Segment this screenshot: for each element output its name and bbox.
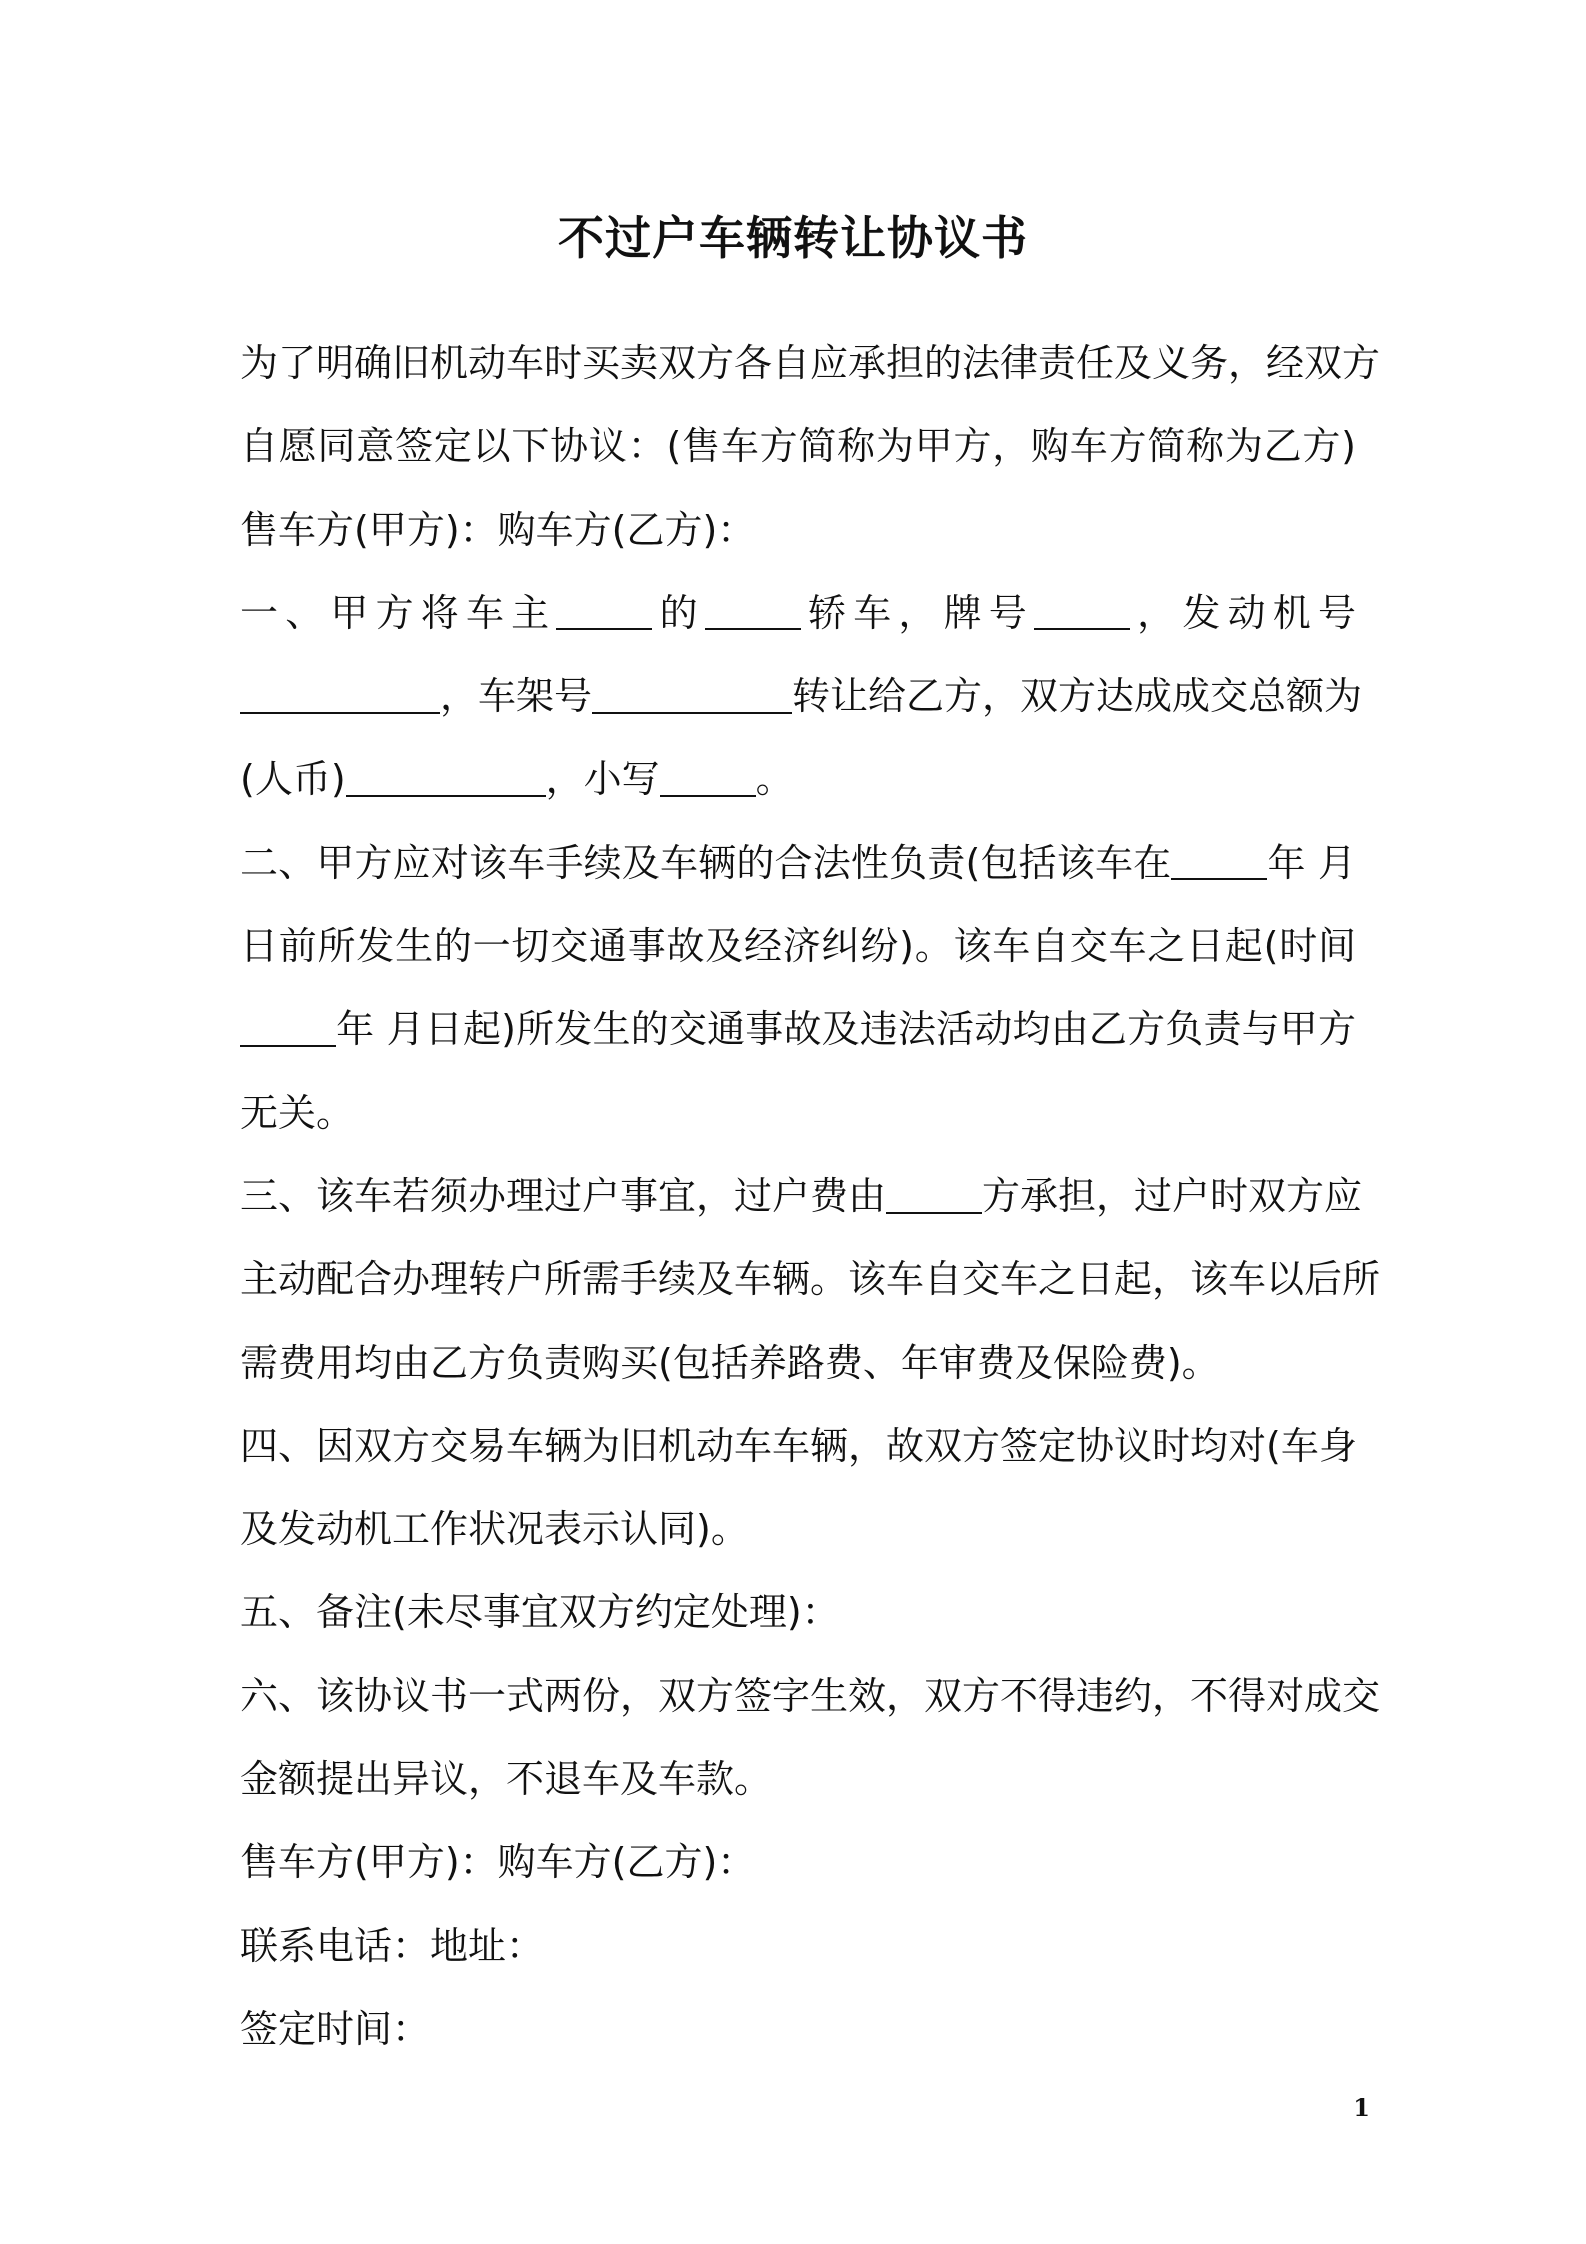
clause-1-text-i: 。 — [755, 757, 794, 802]
intro-line-2: 自愿同意签定以下协议：(售车方简称为甲方，购车方简称为乙方) — [240, 424, 1356, 469]
year-blank-2[interactable] — [240, 1007, 336, 1047]
car-model-blank[interactable] — [705, 590, 801, 630]
year-blank-1[interactable] — [1171, 840, 1267, 880]
clause-5-line-1: 五、备注(未尽事宜双方约定处理)： — [240, 1590, 840, 1635]
clause-3-line-2: 主动配合办理转户所需手续及车辆。该车自交车之日起，该车以后所 — [240, 1257, 1381, 1302]
clause-2-line-1 — [240, 822, 1356, 905]
frame-number-blank[interactable] — [592, 674, 792, 714]
signature-contact-line: 联系电话：地址： — [240, 1923, 545, 1968]
transfer-fee-party-blank[interactable] — [886, 1174, 982, 1214]
amount-figures-blank[interactable] — [660, 757, 756, 797]
clause-6-line-2: 金额提出异议，不退车及车款。 — [240, 1757, 773, 1802]
clause-1-text-f: 转让给乙方，双方达成成交总额为 — [792, 674, 1363, 719]
clause-1-line-1 — [240, 572, 1356, 655]
signature-date-line: 签定时间： — [240, 2006, 431, 2051]
clause-1-text-b: 的 — [652, 590, 705, 635]
intro-line-1: 为了明确旧机动车时买卖双方各自应承担的法律责任及义务，经双方 — [240, 341, 1381, 385]
clause-1-text-c: 轿车，牌号 — [800, 590, 1034, 635]
clause-3-text-a: 三、该车若须办理过户事宜，过户费由 — [240, 1173, 887, 1218]
clause-4-line-2: 及发动机工作状况表示认同)。 — [240, 1507, 749, 1552]
clause-3-line-1 — [240, 1155, 1363, 1238]
clause-1-line-3 — [240, 738, 1356, 821]
clause-2-line-3 — [240, 988, 1356, 1071]
clause-2-line-4: 无关。 — [240, 1090, 355, 1135]
clause-4-line-1: 四、因双方交易车辆为旧机动车车辆，故双方签定协议时均对(车身 — [240, 1423, 1357, 1468]
clause-1-text-d: ，发动机号 — [1129, 590, 1356, 635]
clause-2-text-a: 二、甲方应对该车手续及车辆的合法性负责(包括该车在 — [240, 840, 1172, 885]
amount-words-blank[interactable] — [346, 757, 546, 797]
clause-3-text-b: 方承担，过户时双方应 — [982, 1173, 1363, 1218]
owner-blank[interactable] — [556, 590, 652, 630]
clause-6-line-1: 六、该协议书一式两份，双方签字生效，双方不得违约，不得对成交 — [240, 1673, 1381, 1718]
page-number: 1 — [1353, 2093, 1370, 2122]
document-title: 不过户车辆转让协议书 — [558, 211, 1028, 265]
clause-1-line-2 — [240, 655, 1363, 738]
clause-1-text-e: ，车架号 — [440, 674, 593, 719]
document-body — [240, 322, 1381, 2071]
engine-number-blank[interactable] — [240, 674, 440, 714]
clause-2-text-b: 年 月 — [1267, 840, 1356, 885]
signature-parties-line: 售车方(甲方)：购车方(乙方)： — [240, 1840, 756, 1885]
clause-2-text-c: 年 月日起)所发生的交通事故及违法活动均由乙方负责与甲方 — [336, 1007, 1356, 1052]
clause-3-line-3: 需费用均由乙方负责购买(包括养路费、年审费及保险费)。 — [240, 1340, 1220, 1385]
clause-1-text-a: 一、甲方将车主 — [240, 590, 557, 635]
plate-number-blank[interactable] — [1034, 590, 1130, 630]
clause-2-line-2: 日前所发生的一切交通事故及经济纠纷)。该车自交车之日起(时间 — [240, 924, 1356, 969]
clause-1-text-g: (人币) — [240, 757, 346, 802]
intro-parties-line: 售车方(甲方)：购车方(乙方)： — [240, 507, 756, 552]
clause-1-text-h: ，小写 — [545, 757, 660, 802]
